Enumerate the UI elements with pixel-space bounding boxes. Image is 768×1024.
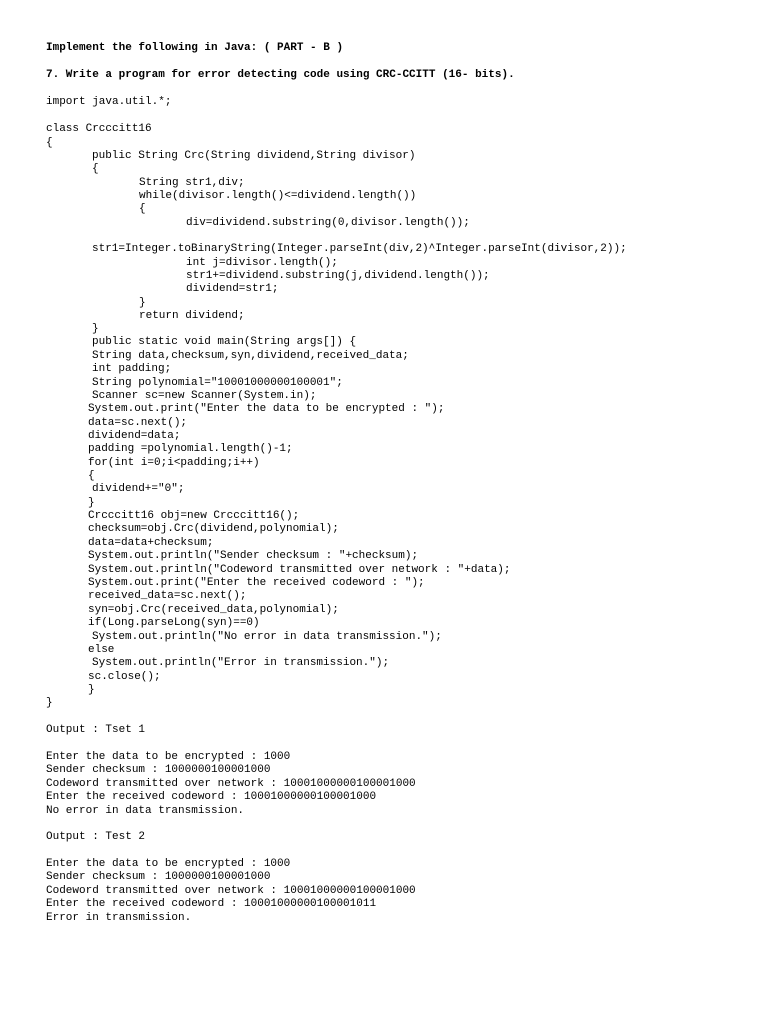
code-line: padding =polynomial.length()-1; bbox=[88, 443, 293, 455]
code-line: str1=Integer.toBinaryString(Integer.parseInt(div,2)^Integer.parseInt(divisor,2)); bbox=[92, 243, 627, 255]
code-line: checksum=obj.Crc(dividend,polynomial); bbox=[88, 523, 339, 535]
code-line: import java.util.*; bbox=[46, 96, 172, 108]
code-line: public static void main(String args[]) { bbox=[92, 336, 357, 348]
code-line: String data,checksum,syn,dividend,received_data; bbox=[92, 350, 409, 362]
output-line: Enter the data to be encrypted : 1000 bbox=[46, 751, 291, 763]
code-line: { bbox=[46, 137, 53, 149]
code-line: if(Long.parseLong(syn)==0) bbox=[88, 617, 260, 629]
code-line: int padding; bbox=[92, 363, 172, 375]
code-line: Scanner sc=new Scanner(System.in); bbox=[92, 390, 317, 402]
code-line: } bbox=[92, 323, 99, 335]
output-line: Enter the received codeword : 10001000000100001000 bbox=[46, 791, 377, 803]
code-line: div=dividend.substring(0,divisor.length()); bbox=[186, 217, 470, 229]
question-title: 7. Write a program for error detecting code using CRC-CCITT (16- bits). bbox=[46, 69, 515, 81]
code-line: int j=divisor.length(); bbox=[186, 257, 338, 269]
code-line: data=sc.next(); bbox=[88, 417, 188, 429]
code-line: data=data+checksum; bbox=[88, 537, 214, 549]
code-line: } bbox=[88, 497, 95, 509]
code-line: dividend=str1; bbox=[186, 283, 279, 295]
code-line: String str1,div; bbox=[139, 177, 245, 189]
output-line: Codeword transmitted over network : 10001000000100001000 bbox=[46, 778, 416, 790]
output-line: Sender checksum : 1000000100001000 bbox=[46, 764, 271, 776]
output-line: Enter the received codeword : 10001000000100001011 bbox=[46, 898, 377, 910]
section-heading: Implement the following in Java: ( PART - B ) bbox=[46, 42, 344, 54]
output-line: No error in data transmission. bbox=[46, 805, 245, 817]
code-line: dividend+="0"; bbox=[92, 483, 185, 495]
output-line: Sender checksum : 1000000100001000 bbox=[46, 871, 271, 883]
code-line: public String Crc(String dividend,String divisor) bbox=[92, 150, 416, 162]
code-line: { bbox=[88, 470, 95, 482]
code-line: received_data=sc.next(); bbox=[88, 590, 247, 602]
code-line: System.out.println("Sender checksum : "+checksum); bbox=[88, 550, 419, 562]
code-line: } bbox=[88, 684, 95, 696]
code-line: else bbox=[88, 644, 115, 656]
output-heading: Output : Test 2 bbox=[46, 831, 146, 843]
output-line: Enter the data to be encrypted : 1000 bbox=[46, 858, 291, 870]
output-line: Codeword transmitted over network : 10001000000100001000 bbox=[46, 885, 416, 897]
code-line: System.out.println("No error in data transmission."); bbox=[92, 631, 442, 643]
code-line: System.out.println("Error in transmission."); bbox=[92, 657, 390, 669]
code-line: System.out.print("Enter the data to be encrypted : "); bbox=[88, 403, 445, 415]
code-line: syn=obj.Crc(received_data,polynomial); bbox=[88, 604, 339, 616]
code-line: dividend=data; bbox=[88, 430, 181, 442]
code-line: { bbox=[92, 163, 99, 175]
code-line: class Crcccitt16 bbox=[46, 123, 152, 135]
code-line: Crcccitt16 obj=new Crcccitt16(); bbox=[88, 510, 300, 522]
code-line: System.out.print("Enter the received codeword : "); bbox=[88, 577, 425, 589]
code-line: return dividend; bbox=[139, 310, 245, 322]
code-line: String polynomial="10001000000100001"; bbox=[92, 377, 343, 389]
code-line: } bbox=[46, 697, 53, 709]
code-line: { bbox=[139, 203, 146, 215]
code-line: sc.close(); bbox=[88, 671, 161, 683]
code-line: str1+=dividend.substring(j,dividend.length()); bbox=[186, 270, 490, 282]
code-line: } bbox=[139, 297, 146, 309]
code-line: System.out.println("Codeword transmitted over network : "+data); bbox=[88, 564, 511, 576]
code-line: while(divisor.length()<=dividend.length()) bbox=[139, 190, 417, 202]
code-line: for(int i=0;i<padding;i++) bbox=[88, 457, 260, 469]
output-heading: Output : Tset 1 bbox=[46, 724, 146, 736]
output-line: Error in transmission. bbox=[46, 912, 192, 924]
